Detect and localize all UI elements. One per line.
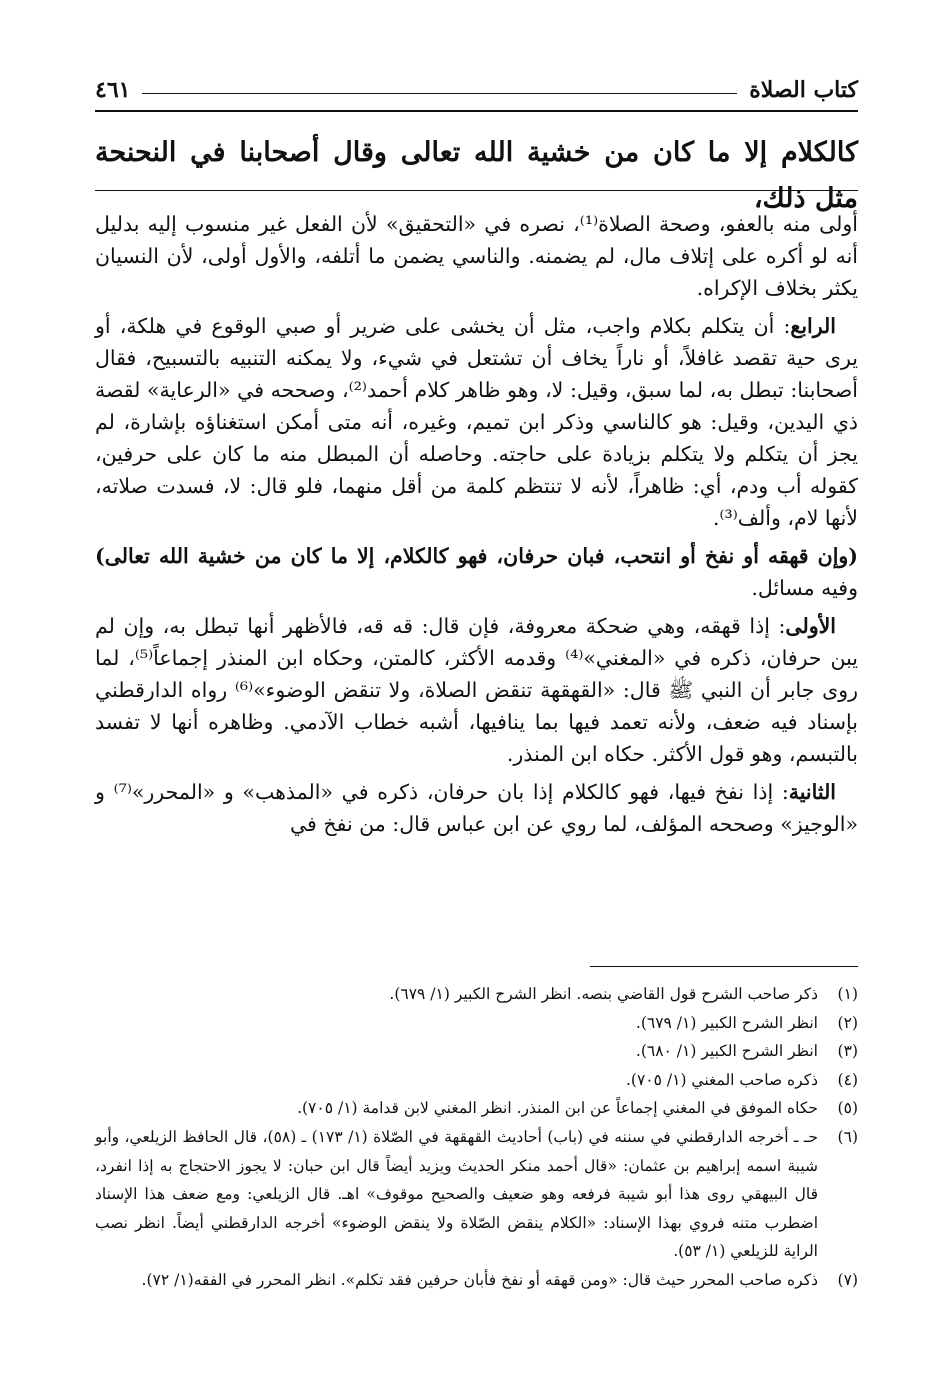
footnote-number: (٥) xyxy=(837,1099,858,1118)
footnotes xyxy=(95,980,858,1295)
footnote-number: (١) xyxy=(837,985,858,1003)
footnote xyxy=(95,1009,858,1038)
paragraph-thaniya xyxy=(95,776,858,840)
paragraph-lead: الرابع xyxy=(790,314,836,338)
paragraph-lead: الثانية xyxy=(788,780,837,804)
page-number: ٤٦١ xyxy=(95,77,131,103)
footnote-number: (٣) xyxy=(837,1042,858,1061)
footnote-text: انظر الشرح الكبير (١/ ٦٧٩). xyxy=(635,1013,818,1032)
footnote xyxy=(95,1123,858,1266)
footnote-text: ذكر صاحب الشرح قول القاضي بنصه. انظر الشرح الكبير (١/ ٦٧٩). xyxy=(389,985,818,1003)
matn-quote: (وإن قهقه أو نفخ أو انتحب، فبان حرفان، فهو كالكلام، إلا ما كان من خشية الله تعالى) xyxy=(95,544,858,568)
paragraph-1: أولى منه بالعفو، وصحة الصلاة⁽¹⁾، نصره في «التحقيق» لأن الفعل غير منسوب إليه بدليل أنه لو أكره على إتلاف مال، لم يضمنه. والناسي يضمن ما أتلفه، والأول أولى، لأن النسيان يكثر بخلاف الإكراه. xyxy=(95,212,858,300)
footnote-divider xyxy=(590,966,858,967)
paragraph-text: : إذا نفخ فيها، فهو كالكلام إذا بان حرفان، ذكره في «المذهب» و «المحرر»⁽⁷⁾ و «الوجيز» وصححه المؤلف، لما روي عن ابن عباس قال: من نفخ في xyxy=(95,780,858,836)
footnote xyxy=(95,1094,858,1123)
chapter-title: كتاب الصلاة xyxy=(749,77,858,103)
paragraph-lead: الأولى xyxy=(785,614,836,638)
footnote-text: انظر الشرح الكبير (١/ ٦٨٠). xyxy=(635,1042,818,1061)
footnote xyxy=(95,1066,858,1095)
footnote-text: حـ ـ أخرجه الدارقطني في سننه في (باب) أحاديث القهقهة في الصّلاة (١/ ١٧٣) ـ (٥٨)، قال الحافظ الزيلعي، وأبو شيبة اسمه إبراهيم بن عثمان: «قال أحمد منكر الحديث ويزيد أيضاً قال ابن حبان: لا يجوز الاحتجاج به إذا انفرد، قال البيهقي روى هذا أبو شيبة فرفعه وهو ضعيف والصحيح موقوف» اهـ. قال الزيلعي: ومع ضعف هذا الإسناد اضطرب متنه فروي بهذا الإسناد: «الكلام ينقض الصّلاة ولا ينقض الوضوء» أخرجه الدارقطني أيضاً. انظر نصب الراية للزيلعي (١/ ٥٣). xyxy=(95,1127,819,1261)
paragraph-ula xyxy=(95,610,858,770)
running-header xyxy=(95,70,858,112)
header-rule xyxy=(142,93,737,94)
commentary-body xyxy=(95,208,858,846)
footnote-number: (٧) xyxy=(837,1270,858,1289)
footnote-text: حكاه الموفق في المغني إجماعاً عن ابن المنذر. انظر المغني لابن قدامة (١/ ٧٠٥). xyxy=(297,1099,818,1118)
paragraph-text: : أن يتكلم بكلام واجب، مثل أن يخشى على ضرير أو صبي الوقوع في هلكة، أو يرى حية تقصد غافلاً، أو ناراً يخاف أن تشتعل في شيء، ولا يمكنه التنبيه بالتسبيح، فقال أصحابنا: تبطل به، لما سبق، وقيل: لا، وهو ظاهر كلام أحمد⁽²⁾، وصححه في «الرعاية» لقصة ذي اليدين، وقيل: هو كالناسي وذكر ابن تميم، وغيره، أنه متى أمكن استغناؤه بإشارة، لم يجز أن يتكلم ولا يتكلم بزيادة على حاجته. وحاصله أن المبطل منه ما كان على حرفين، كقوله أب ودم، أي: ظاهراً، لأنه لا تنتظم كلمة من أقل منهما، فلو قال: لا، فسدت صلاته، لأنها لام، وألف⁽³⁾. xyxy=(95,314,858,530)
paragraph-rabi xyxy=(95,310,858,534)
footnote-text: ذكره صاحب المغني (١/ ٧٠٥). xyxy=(626,1070,818,1089)
footnote-number: (٢) xyxy=(837,1013,858,1032)
paragraph-text: وفيه مسائل. xyxy=(751,576,858,600)
footnote-number: (٦) xyxy=(837,1127,858,1146)
footnote xyxy=(95,1037,858,1066)
footnote-text: ذكره صاحب المحرر حيث قال: «ومن قهقه أو نفخ فأبان حرفين فقد تكلم». انظر المحرر في الفقه(١/ ٧٢). xyxy=(141,1270,818,1289)
paragraph-text: : إذا قهقه، وهي ضحكة معروفة، فإن قال: قه قه، فالأظهر أنها تبطل به، وإن لم يبن حرفان، ذكره في «المغني»⁽⁴⁾ وقدمه الأكثر، كالمتن، وحكاه ابن المنذر إجماعاً⁽⁵⁾، لما روى جابر أن النبي ﷺ قال: «القهقهة تنقض الصلاة، ولا تنقض الوضوء»⁽⁶⁾ رواه الدارقطني بإسناد فيه ضعف، ولأنه تعمد فيها بما ينافيها، أشبه خطاب الآدمي. وظاهره أنها لا تفسد بالتبسم، وهو قول الأكثر. حكاه ابن المنذر. xyxy=(95,614,858,766)
footnote-number: (٤) xyxy=(837,1070,858,1089)
matn-text: كالكلام إلا ما كان من خشية الله تعالى وقال أصحابنا في النحنحة مثل ذلك، xyxy=(95,137,858,214)
footnote xyxy=(95,1266,858,1295)
matn-divider xyxy=(95,190,858,191)
footnote xyxy=(95,980,858,1009)
paragraph-matn-quote xyxy=(95,540,858,604)
